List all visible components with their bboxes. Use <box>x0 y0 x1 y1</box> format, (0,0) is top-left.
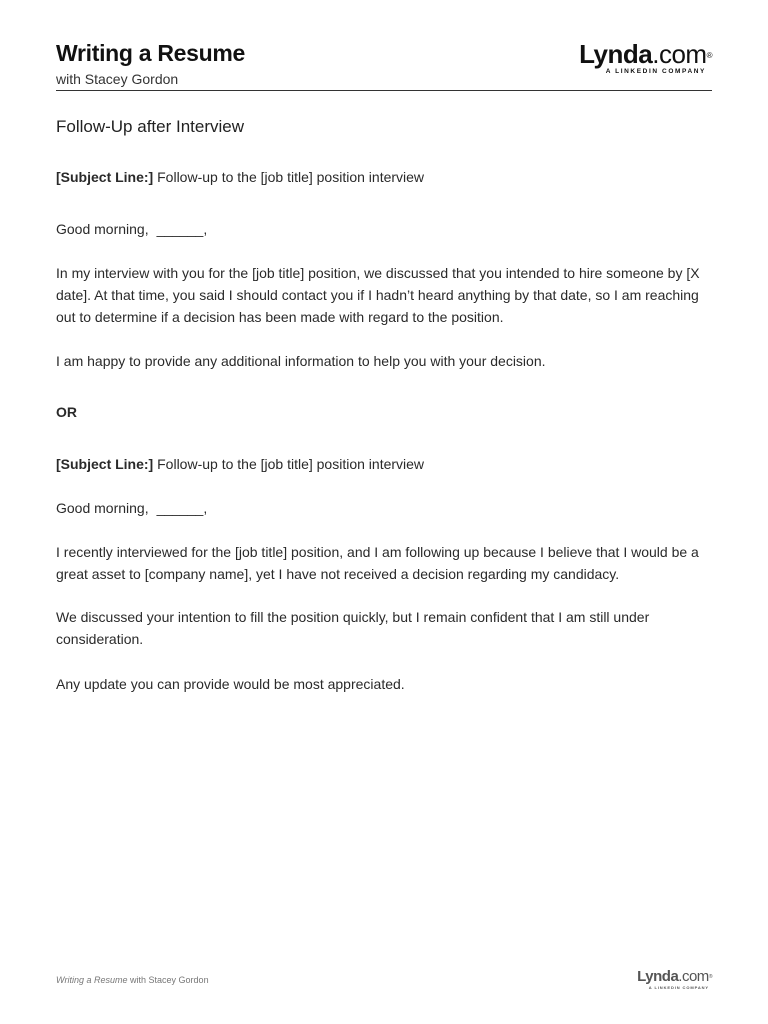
email2-subject-text: Follow-up to the [job title] position interview <box>153 456 425 472</box>
footer-lynda-logo <box>637 969 712 990</box>
logo-brand-light: .com <box>652 39 707 69</box>
footer-course-credit <box>56 975 209 985</box>
email2-paragraph-1: I recently interviewed for the [job title] position, and I am following up because I believe that I would be a great asset to [company name], yet I have not received a decision regarding my candidacy. <box>56 544 699 582</box>
email1-paragraph-1: In my interview with you for the [job title] position, we discussed that you intended to hire someone by [X date]. At that time, you said I should contact you if I hadn’t heard anything by that date, so I am reaching out to determine if a decision has been made with regard to the position. <box>56 265 700 325</box>
logo-tagline: A LINKEDIN COMPANY <box>605 68 706 75</box>
section-heading: Follow-Up after Interview <box>56 117 245 136</box>
email2-subject-line <box>56 453 716 475</box>
footer-logo-brand-light: .com <box>678 968 709 985</box>
footer-course-author: with Stacey Gordon <box>127 975 209 985</box>
footer-logo-brand-bold: Lynda <box>637 968 679 985</box>
logo-brand-bold: Lynda <box>579 39 653 69</box>
email2-name-blank: ______, <box>156 500 208 516</box>
email2-paragraph-3: Any update you can provide would be most appreciated. <box>56 676 405 692</box>
email2-paragraph-2: We discussed your intention to fill the position quickly, but I remain confident that I am still under consideration. <box>56 609 650 647</box>
or-separator: OR <box>56 404 77 420</box>
email2-subject-label: [Subject Line:] <box>56 456 154 472</box>
lynda-logo <box>579 41 712 75</box>
footer-course-title: Writing a Resume <box>56 975 128 985</box>
document-title: Writing a Resume <box>56 40 246 66</box>
email1-name-blank: ______, <box>156 221 208 237</box>
email1-subject-label: [Subject Line:] <box>56 169 154 185</box>
email1-subject-line <box>56 166 716 188</box>
footer-logo-wordmark <box>637 969 712 984</box>
footer-logo-registered-mark: ® <box>708 974 712 980</box>
email2-greeting: Good morning, <box>56 500 149 516</box>
logo-wordmark <box>579 41 712 67</box>
email1-greeting: Good morning, <box>56 221 149 237</box>
email1-subject-text: Follow-up to the [job title] position interview <box>153 169 425 185</box>
email2-greeting-line <box>56 497 716 519</box>
document-subtitle: with Stacey Gordon <box>56 71 179 87</box>
document-header <box>56 38 712 91</box>
email1-paragraph-2: I am happy to provide any additional information to help you with your decision. <box>56 353 546 369</box>
footer-logo-tagline: A LINKEDIN COMPANY <box>648 985 709 990</box>
email1-greeting-line <box>56 218 716 240</box>
logo-registered-mark: ® <box>706 51 712 60</box>
